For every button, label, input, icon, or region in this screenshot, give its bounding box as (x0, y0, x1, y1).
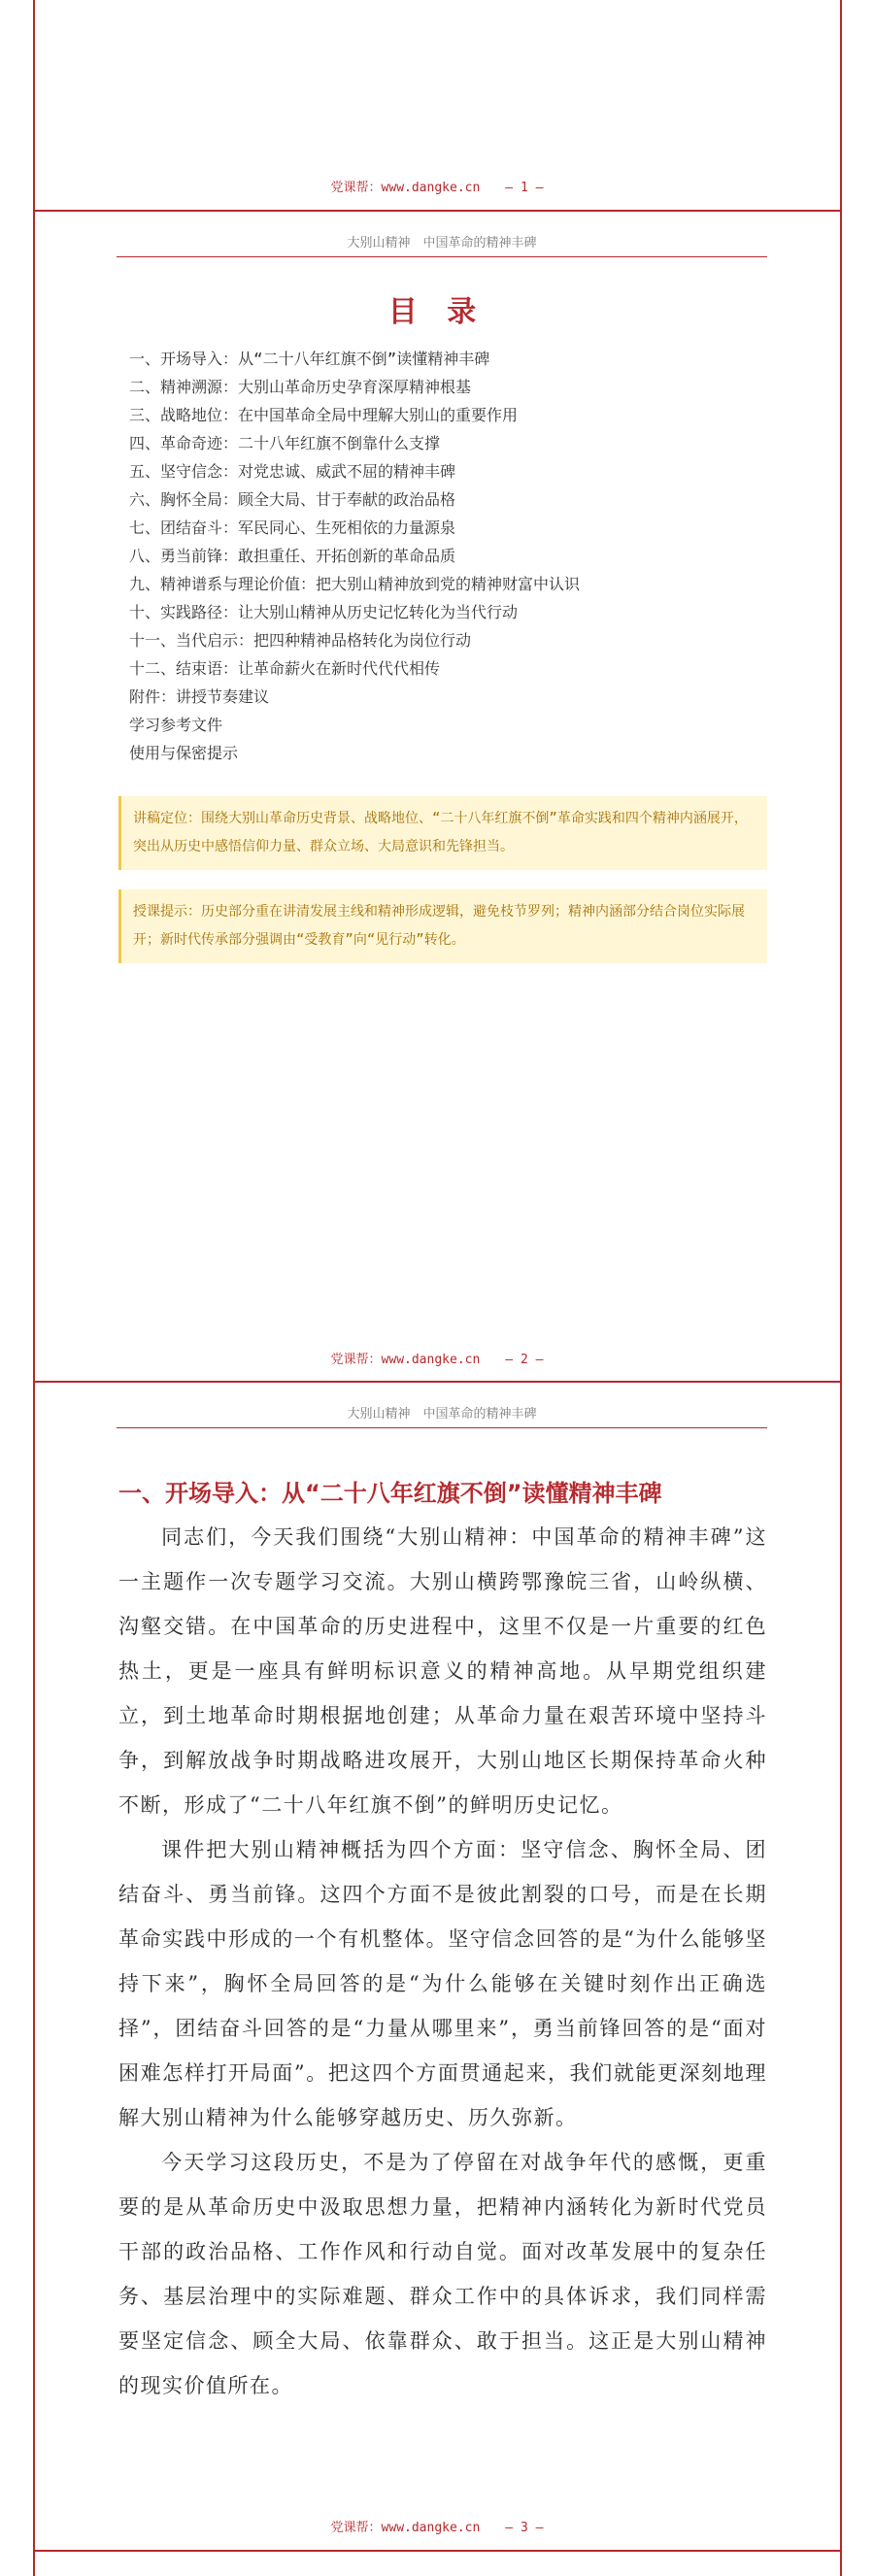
page-3-footer (0, 2517, 874, 2535)
positioning-note: 讲稿定位：围绕大别山革命历史背景、战略地位、“二十八年红旗不倒”革命实践和四个精神内涵展开，突出从历史中感悟信仰力量、群众立场、大局意识和先锋担当。 (118, 796, 767, 870)
page-2-header: 大别山精神 中国革命的精神丰碑 (347, 236, 537, 251)
page-border-left (33, 0, 35, 2576)
page-3-header-rule (117, 1427, 767, 1428)
toc-item[interactable]: 三、战略地位：在中国革命全局中理解大别山的重要作用 (129, 406, 519, 424)
toc-item[interactable]: 九、精神谱系与理论价值：把大别山精神放到党的精神财富中认识 (129, 575, 581, 593)
page-break-1 (33, 210, 842, 212)
footer-site: 党课帮：www.dangke.cn (330, 181, 481, 195)
toc-item[interactable]: 五、坚守信念：对党忠诚、威武不屈的精神丰碑 (129, 462, 456, 481)
page-3-header: 大别山精神 中国革命的精神丰碑 (347, 1407, 537, 1422)
footer-site: 党课帮：www.dangke.cn (330, 2521, 481, 2535)
page-1-footer (0, 177, 874, 195)
body-paragraph: 今天学习这段历史，不是为了停留在对战争年代的感慨，更重要的是从革命历史中汲取思想力量，把精神内涵转化为新时代党员干部的政治品格、工作作风和行动自觉。面对改革发展中的复杂任务、基层治理中的实际难题、群众工作中的具体诉求，我们同样需要坚定信念、顾全大局、依靠群众、敢于担当。这正是大别山精神的现实价值所在。 (118, 2151, 767, 2397)
page-border-right (840, 0, 842, 2576)
page-2-header-rule (117, 256, 767, 257)
section-title: 一、开场导入：从“二十八年红旗不倒”读懂精神丰碑 (118, 1480, 662, 1507)
page-break-2 (33, 1381, 842, 1383)
toc-item[interactable]: 附件：讲授节奏建议 (129, 687, 270, 706)
footer-site: 党课帮：www.dangke.cn (330, 1353, 481, 1367)
toc-item[interactable]: 一、开场导入：从“二十八年红旗不倒”读懂精神丰碑 (129, 350, 490, 368)
footer-page-number: — 3 — (505, 2521, 544, 2535)
toc-item[interactable]: 七、团结奋斗：军民同心、生死相依的力量源泉 (129, 519, 456, 537)
teaching-tip-note: 授课提示：历史部分重在讲清发展主线和精神形成逻辑，避免枝节罗列；精神内涵部分结合岗位实际展开；新时代传承部分强调由“受教育”向“见行动”转化。 (118, 889, 767, 963)
toc-item[interactable]: 使用与保密提示 (129, 744, 239, 762)
toc-item[interactable]: 学习参考文件 (129, 716, 223, 734)
toc-item[interactable]: 十一、当代启示：把四种精神品格转化为岗位行动 (129, 631, 472, 650)
footer-page-number: — 2 — (505, 1353, 544, 1367)
toc-item[interactable]: 六、胸怀全局：顾全大局、甘于奉献的政治品格 (129, 490, 456, 509)
toc-item[interactable]: 四、革命奇迹：二十八年红旗不倒靠什么支撑 (129, 434, 441, 452)
body-paragraph: 同志们，今天我们围绕“大别山精神：中国革命的精神丰碑”这一主题作一次专题学习交流。大别山横跨鄂豫皖三省，山岭纵横、沟壑交错。在中国革命的历史进程中，这里不仅是一片重要的红色热土，更是一座具有鲜明标识意义的精神高地。从早期党组织建立，到土地革命时期根据地创建；从革命力量在艰苦环境中坚持斗争，到解放战争时期战略进攻展开，大别山地区长期保持革命火种不断，形成了“二十八年红旗不倒”的鲜明历史记忆。 (118, 1525, 767, 1817)
page-2-footer (0, 1349, 874, 1367)
page-break-3 (33, 2550, 842, 2552)
toc-item[interactable]: 十、实践路径：让大别山精神从历史记忆转化为当代行动 (129, 603, 519, 621)
section-body (118, 1515, 767, 2408)
toc-item[interactable]: 八、勇当前锋：敢担重任、开拓创新的革命品质 (129, 547, 456, 565)
table-of-contents (129, 345, 580, 767)
toc-item[interactable]: 十二、结束语：让革命薪火在新时代代代相传 (129, 659, 441, 678)
toc-title: 目 录 (387, 295, 487, 329)
footer-page-number: — 1 — (505, 181, 544, 195)
toc-item[interactable]: 二、精神溯源：大别山革命历史孕育深厚精神根基 (129, 378, 472, 396)
body-paragraph: 课件把大别山精神概括为四个方面：坚守信念、胸怀全局、团结奋斗、勇当前锋。这四个方面不是彼此割裂的口号，而是在长期革命实践中形成的一个有机整体。坚守信念回答的是“为什么能够坚持下来”，胸怀全局回答的是“为什么能够在关键时刻作出正确选择”，团结奋斗回答的是“力量从哪里来”，勇当前锋回答的是“面对困难怎样打开局面”。把这四个方面贯通起来，我们就能更深刻地理解大别山精神为什么能够穿越历史、历久弥新。 (118, 1838, 767, 2129)
